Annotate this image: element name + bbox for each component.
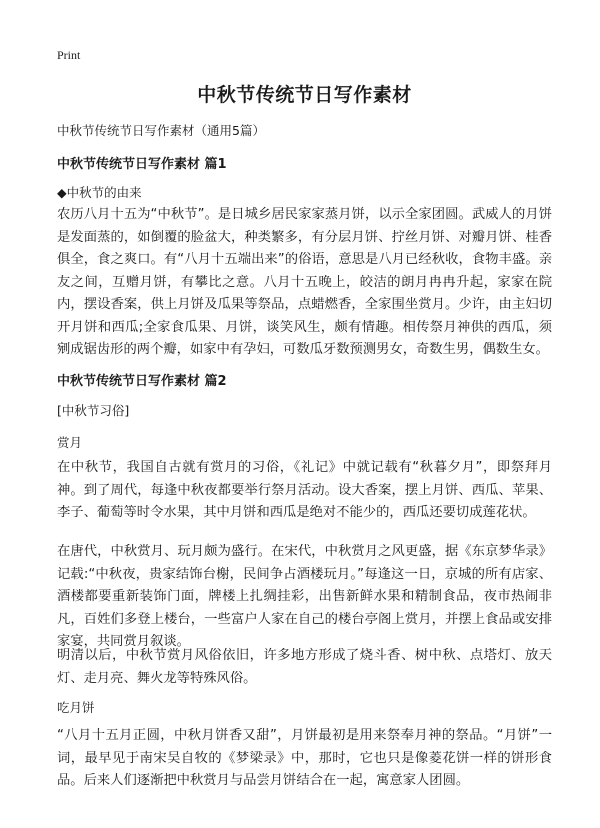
section-2-heading: 中秋节传统节日写作素材 篇2 <box>57 374 227 389</box>
section-2-paragraph-2: 在唐代，中秋赏月、玩月颇为盛行。在宋代，中秋赏月之风更盛，据《东京梦华录》记载:“中秋夜，贵家结饰台榭，民间争占酒楼玩月。”每逢这一日，京城的所有店家、酒楼都要重新装饰门面，牌楼上扎绸挂彩，出售新鲜水果和精制食品，夜市热闹非凡，百姓们多登上楼台，一些富户人家在自己的楼台亭阁上赏月，并摆上食品或安排家宴，共同赏月叙谈。 <box>57 544 552 649</box>
section-2-bracket-label: [中秋节习俗] <box>57 403 130 418</box>
section-2-subheading-mooncake: 吃月饼 <box>57 700 95 715</box>
section-1-paragraph: 农历八月十五为“中秋节”。是日城乡居民家家蒸月饼，以示全家团圆。武威人的月饼是发面蒸的，如倒覆的脸盆大，种类繁多，有分层月饼、拧丝月饼、对瓣月饼、桂香俱全，食之爽口。有“八月十五端出来”的俗语，意思是八月已经秋收，食物丰盛。亲友之间，互赠月饼，有攀比之意。八月十五晚上，皎洁的朗月冉冉升起，家家在院内，摆设香案，供上月饼及瓜果等祭品，点蜡燃香，全家围坐赏月。少许，由主妇切开月饼和西瓜;全家食瓜果、月饼，谈笑风生，颇有情趣。相传祭月神供的西瓜，须剜成锯齿形的两个瓣，如家中有孕妇，可数瓜牙数预测男女，奇数生男，偶数生女。 <box>57 207 552 357</box>
section-1-subheading: ◆中秋节的由来 <box>57 185 142 200</box>
section-1-heading: 中秋节传统节日写作素材 篇1 <box>57 157 227 172</box>
document-subtitle: 中秋节传统节日写作素材（通用5篇） <box>57 123 265 138</box>
section-2-paragraph-4: “八月十五月正圆，中秋月饼香又甜”，月饼最初是用来祭奉月神的祭品。“月饼”一词，最早见于南宋吴自牧的《梦梁录》中，那时，它也只是像菱花饼一样的饼形食品。后来人们逐渐把中秋赏月与品尝月饼结合在一起，寓意家人团圆。 <box>57 728 552 788</box>
section-2-paragraph-1: 在中秋节，我国自古就有赏月的习俗，《礼记》中就记载有“秋暮夕月”，即祭拜月神。到了周代，每逢中秋夜都要举行祭月活动。设大香案，摆上月饼、西瓜、苹果、李子、葡萄等时令水果，其中月饼和西瓜是绝对不能少的，西瓜还要切成莲花状。 <box>57 460 552 520</box>
document-title: 中秋节传统节日写作素材 <box>197 84 412 106</box>
section-2-paragraph-3: 明清以后，中秋节赏月风俗依旧，许多地方形成了烧斗香、树中秋、点塔灯、放天灯、走月亮、舞火龙等特殊风俗。 <box>57 648 552 686</box>
print-label[interactable]: Print <box>57 48 81 62</box>
section-2-subheading-moon-viewing: 赏月 <box>57 435 83 450</box>
